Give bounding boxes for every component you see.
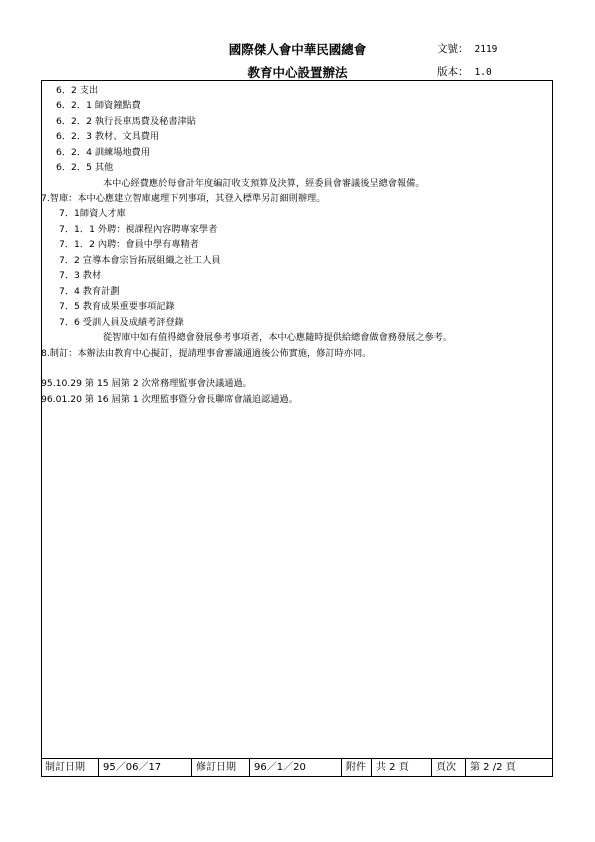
doc-subtitle: 教育中心設置辦法	[247, 65, 348, 80]
doc-number-value: 2119	[474, 44, 498, 55]
body-line: 6．2．5 其他	[56, 162, 114, 173]
doc-title: 國際傑人會中華民國總會	[228, 42, 367, 57]
body-line: 6．2．1 師資鐘點費	[56, 100, 141, 111]
body-line: 從智庫中如有值得總會發展參考事項者，本中心應隨時提供給總會做會務發展之參考。	[103, 332, 453, 343]
doc-number	[437, 41, 497, 56]
footer-table	[41, 758, 553, 777]
body-line: 96.01.20 第 16 屆第 1 次理監事暨分會長聯席會議追認通過。	[41, 394, 298, 405]
made-date-label: 制訂日期	[41, 759, 99, 777]
body-line: 95.10.29 第 15 屆第 2 次常務理監事會決議通過。	[41, 378, 252, 389]
body-line: 本中心經費應於每會計年度編訂收支預算及決算，經委員會審議後呈總會報備。	[103, 178, 425, 189]
body-line: 6．2．3 教材、文具費用	[56, 131, 160, 142]
body-line: 7．2 宣導本會宗旨拓展組織之社工人員	[59, 255, 221, 266]
doc-number-label: 文號：	[437, 43, 469, 55]
body-line: 6．2．2 執行長車馬費及秘書津貼	[56, 116, 196, 127]
revised-date-value: 96／1／20	[250, 759, 342, 777]
body-line: 7．1師資人才庫	[59, 208, 126, 219]
body-line: 7．6 受訓人員及成績考評登錄	[59, 317, 184, 328]
body-line: 7．4 教育計劃	[59, 286, 120, 297]
body-line: 7．1．1 外聘：視課程內容聘專家學者	[59, 224, 218, 235]
revised-date-label: 修訂日期	[192, 759, 250, 777]
version-label: 版本：	[437, 66, 469, 78]
page-label: 頁次	[432, 759, 466, 777]
made-date-value: 95／06／17	[99, 759, 192, 777]
body-line: 6．2 支出	[56, 85, 99, 96]
version-value: 1.0	[474, 67, 492, 78]
body-line: 8.制訂：本辦法由教育中心擬訂，提請理事會審議通過後公佈實施，修訂時亦同。	[41, 348, 372, 359]
page-value: 第 2 /2 頁	[470, 762, 516, 773]
body-line: 7.智庫：本中心應建立智庫處理下列事項，其登入標準另訂細則辦理。	[41, 193, 326, 204]
body-line: 7．5 教育成果重要事項記錄	[59, 301, 175, 312]
attachment-label: 附件	[342, 759, 372, 777]
attachment-value: 共 2 頁	[372, 759, 432, 777]
body-line: 7．1．2 內聘：會員中學有專精者	[59, 239, 199, 250]
body-line: 6．2．4 訓練場地費用	[56, 147, 150, 158]
body-line: 7．3 教材	[59, 270, 102, 281]
doc-version	[437, 64, 492, 79]
